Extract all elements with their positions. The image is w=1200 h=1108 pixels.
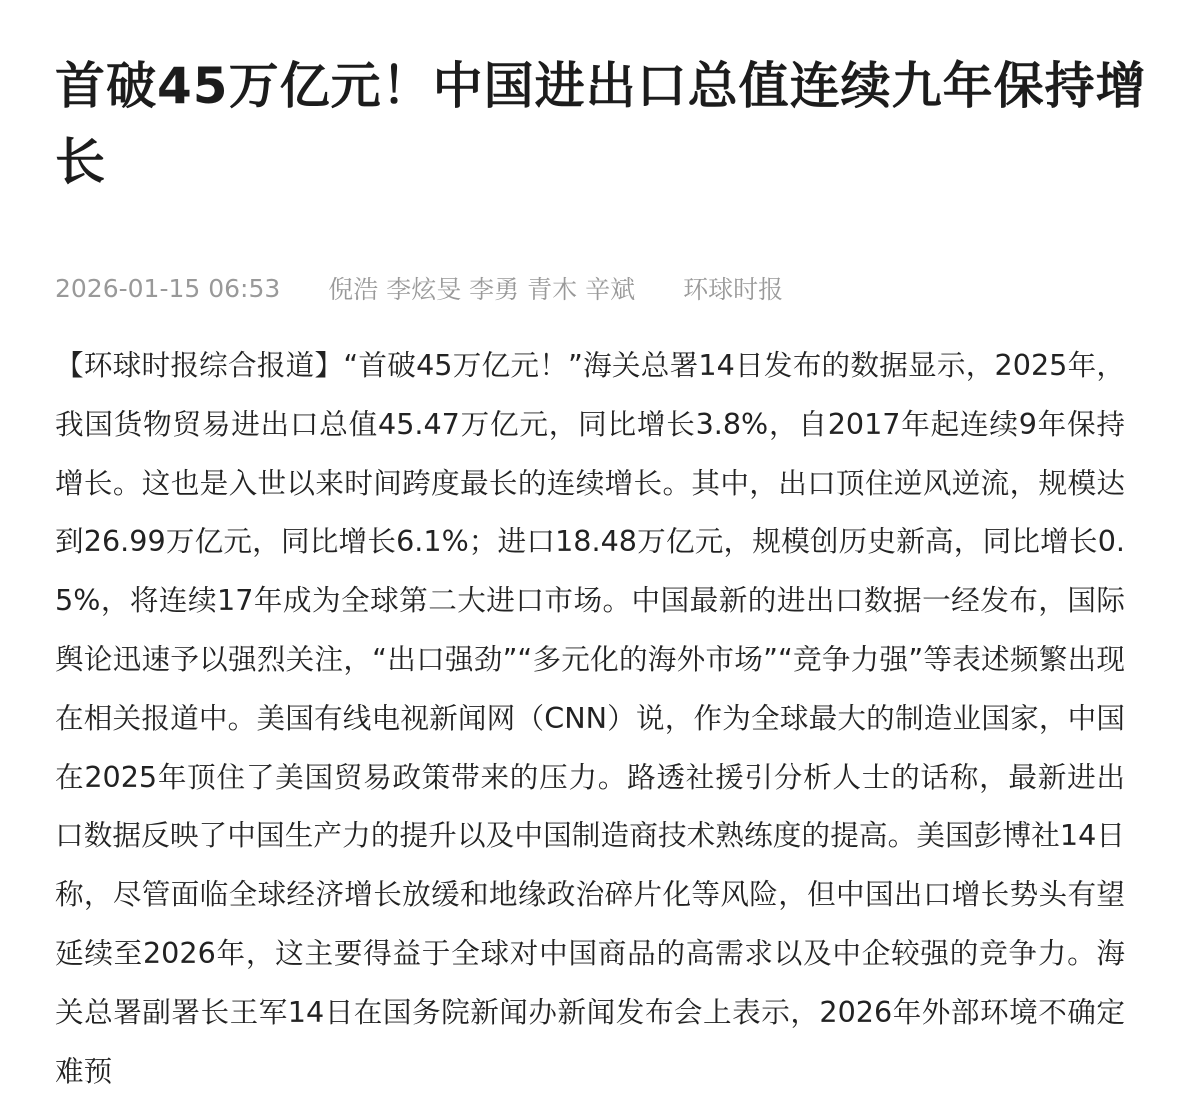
- article-title: 首破45万亿元！中国进出口总值连续九年保持增长: [55, 57, 1147, 191]
- article-authors: 倪浩 李炫旻 李勇 青木 辛斌: [328, 275, 636, 304]
- article-meta: [55, 268, 783, 308]
- article-source[interactable]: 环球时报: [683, 275, 784, 304]
- article-body: 【环球时报综合报道】“首破45万亿元！”海关总署14日发布的数据显示，2025年，我国货物贸易进出口总值45.47万亿元，同比增长3.8%，自2017年起连续9年保持增长。这也是入世以来时间跨度最长的连续增长。其中，出口顶住逆风逆流，规模达到26.99万亿元，同比增长6.1%；进口18.48万亿元，规模创历史新高，同比增长0.5%，将连续17年成为全球第二大进口市场。中国最新的进出口数据一经发布，国际舆论迅速予以强烈关注，“出口强劲”“多元化的海外市场”“竞争力强”等表述频繁出现在相关报道中。美国有线电视新闻网（CNN）说，作为全球最大的制造业国家，中国在2025年顶住了美国贸易政策带来的压力。路透社援引分析人士的话称，最新进出口数据反映了中国生产力的提升以及中国制造商技术熟练度的提高。美国彭博社14日称，尽管面临全球经济增长放缓和地缘政治碎片化等风险，但中国出口增长势头有望延续至2026年，这主要得益于全球对中国商品的高需求以及中企较强的竞争力。海关总署副署长王军14日在国务院新闻办新闻发布会上表示，2026年外部环境不确定难预: [55, 348, 1125, 1088]
- publish-date: 2026-01-15 06:53: [55, 273, 281, 303]
